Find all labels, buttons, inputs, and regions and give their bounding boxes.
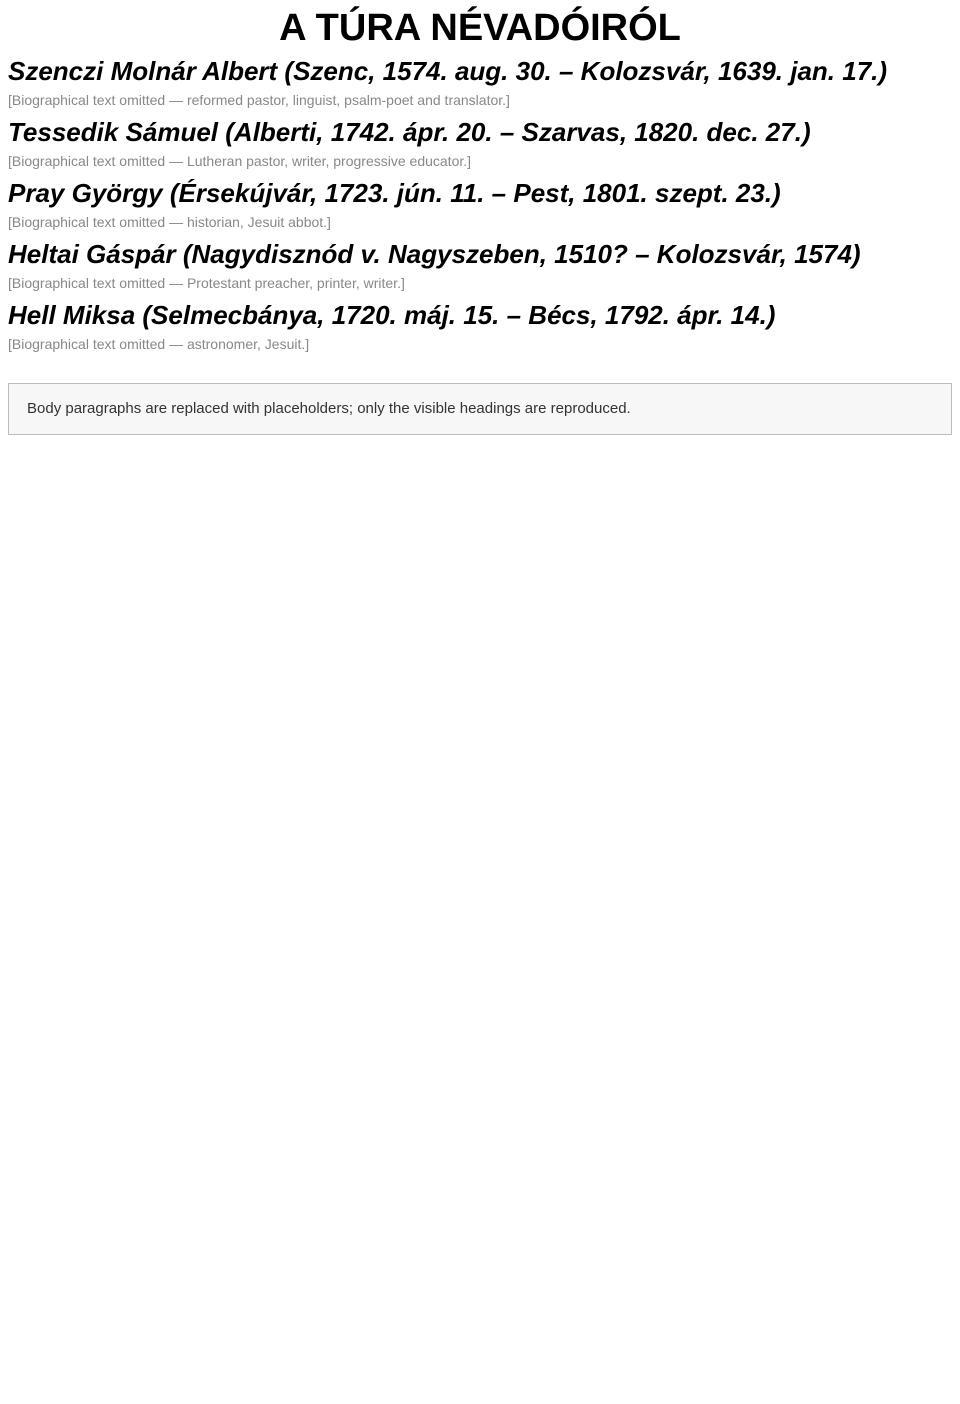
entry-body: [Biographical text omitted — Lutheran pastor, writer, progressive educator.] [8,153,472,169]
entry-body: [Biographical text omitted — reformed pastor, linguist, psalm-poet and translator.] [8,92,510,108]
entry-3 [8,178,952,233]
placeholder-notice: Body paragraphs are replaced with placeholders; only the visible headings are reproduced. [8,383,952,435]
entry-body: [Biographical text omitted — astronomer, Jesuit.] [8,336,310,352]
entry-2 [8,117,952,172]
entry-heading: Hell Miksa (Selmecbánya, 1720. máj. 15. – Bécs, 1792. ápr. 14.) [8,300,776,330]
entry-heading: Szenczi Molnár Albert (Szenc, 1574. aug. 30. – Kolozsvár, 1639. jan. 17.) [8,56,888,86]
entry-body: [Biographical text omitted — Protestant preacher, printer, writer.] [8,275,405,291]
entry-5 [8,300,952,355]
entry-heading: Tessedik Sámuel (Alberti, 1742. ápr. 20. – Szarvas, 1820. dec. 27.) [8,117,811,147]
entry-1 [8,56,952,111]
entry-heading: Pray György (Érsekújvár, 1723. jún. 11. – Pest, 1801. szept. 23.) [8,178,781,208]
entry-heading: Heltai Gáspár (Nagydisznód v. Nagyszeben, 1510? – Kolozsvár, 1574) [8,239,861,269]
entry-4 [8,239,952,294]
page-title: A TÚRA NÉVADÓIRÓL [279,7,681,49]
entry-body: [Biographical text omitted — historian, Jesuit abbot.] [8,214,331,230]
